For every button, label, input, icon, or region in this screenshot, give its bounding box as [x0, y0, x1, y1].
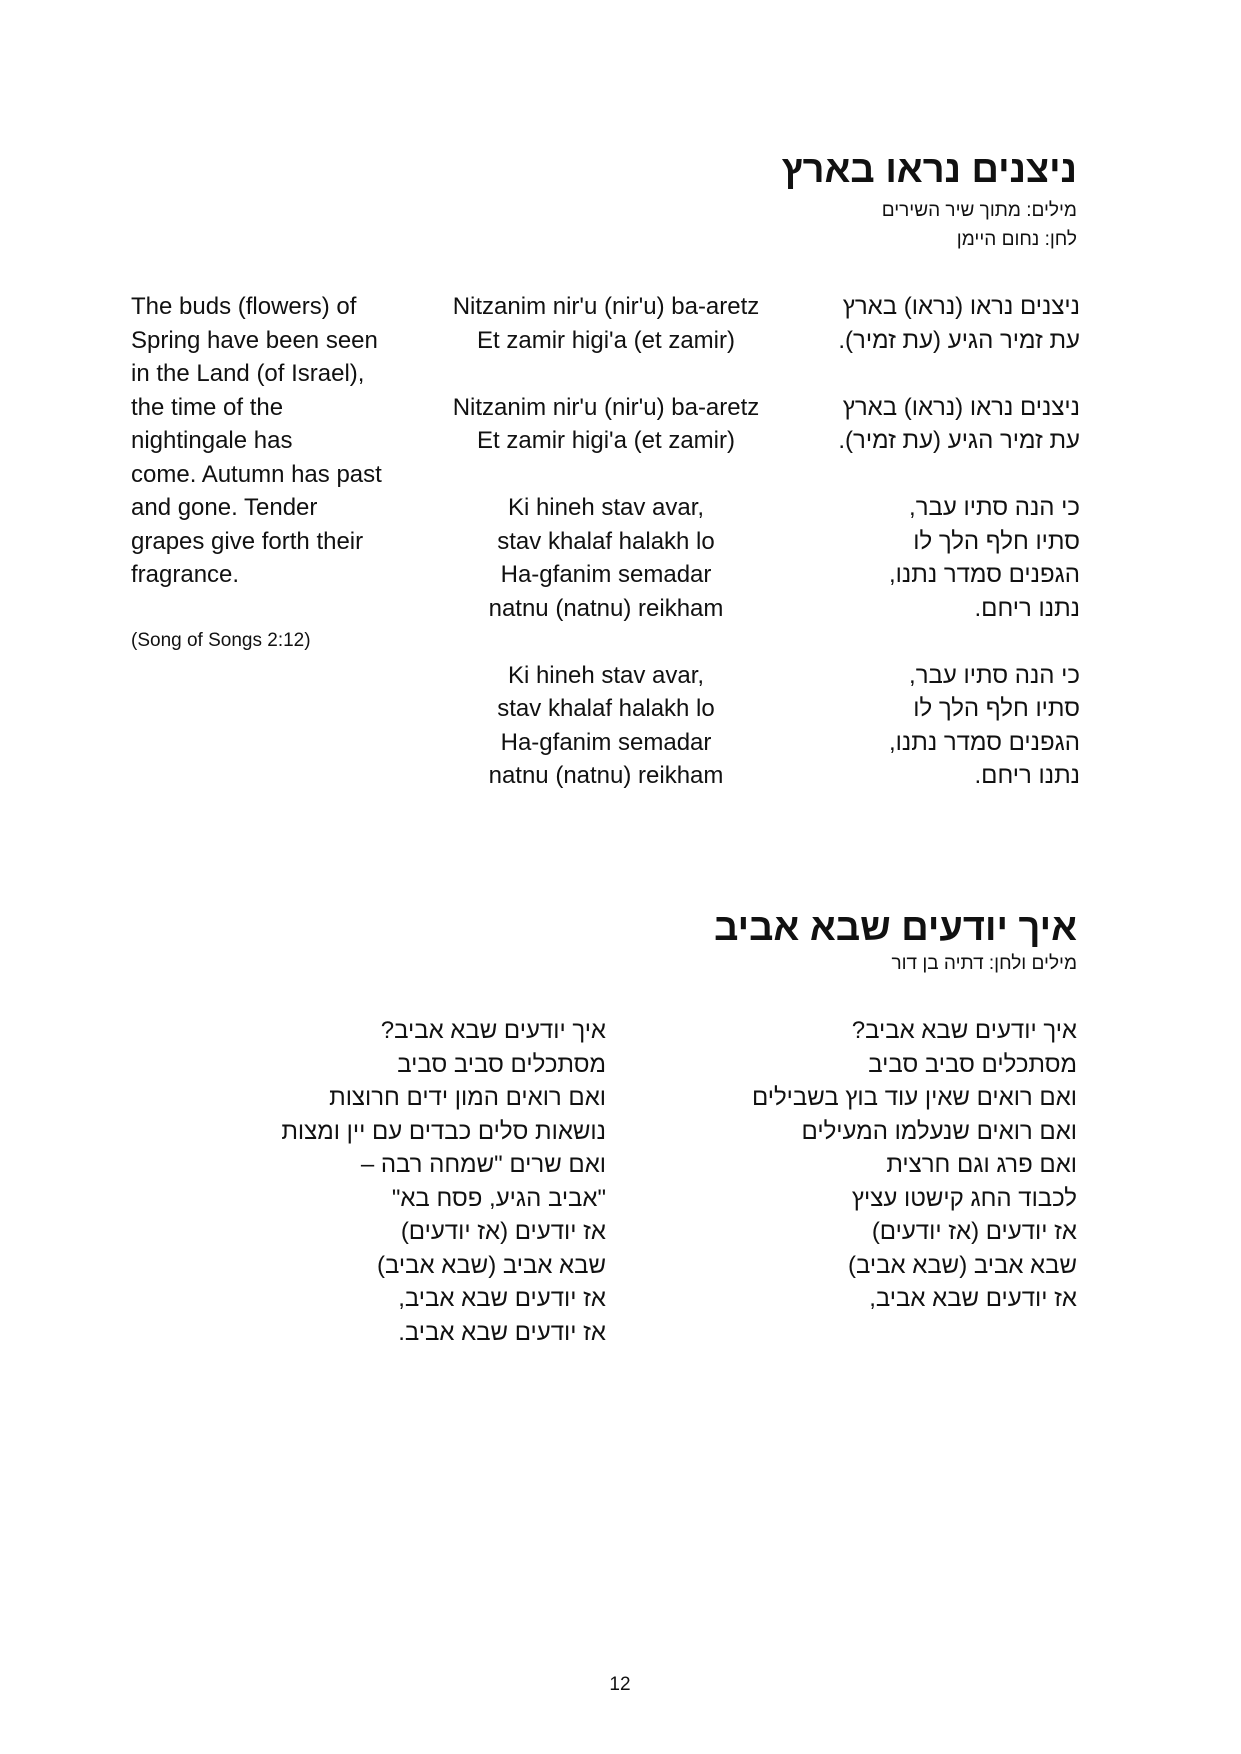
song-title: ניצנים נראו בארץ: [781, 149, 1077, 191]
translation-line: fragrance.: [131, 561, 240, 588]
translation-line: in the Land (of Israel),: [131, 360, 365, 387]
translation-line: the time of the: [131, 393, 284, 421]
lyric-line: הגפנים סמדר נתנו,: [889, 561, 1080, 588]
lyric-line: איך יודעים שבא אביב?: [380, 1017, 606, 1044]
lyric-line: נתנו ריחם.: [974, 762, 1080, 789]
lyric-line: Ki hineh stav avar,: [507, 661, 705, 689]
hebrew-lyrics-column: [780, 290, 1080, 826]
lyric-line: אז יודעים (אז יודעים): [400, 1218, 606, 1245]
stanza: [780, 659, 1080, 793]
lyric-line: עת זמיר הגיע (עת זמיר).: [838, 326, 1080, 354]
stanza: [780, 290, 1080, 357]
page-number: 12: [609, 1674, 631, 1695]
song-credits: [891, 949, 1077, 978]
translation-line: The buds (flowers) of: [131, 293, 357, 320]
lyric-line: ואם רואים שאין עוד בוץ בשבילים: [751, 1084, 1077, 1111]
song-title: איך יודעים שבא אביב: [714, 907, 1077, 949]
lyric-line: אז יודעים (אז יודעים): [871, 1218, 1077, 1245]
lyrics-melody-credit: מילים ולחן: דתיה בן דור: [891, 953, 1077, 974]
translation-line: come. Autumn has past: [131, 460, 382, 488]
lyric-line: ואם שרים "שמחה רבה –: [360, 1151, 606, 1178]
lyric-line: נתנו ריחם.: [974, 594, 1080, 622]
lyric-line: שבא אביב (שבא אביב): [377, 1251, 606, 1279]
lyric-line: מסתכלים סביב סביב: [868, 1050, 1077, 1078]
translation-line: grapes give forth their: [131, 527, 364, 555]
lyric-line: איך יודעים שבא אביב?: [851, 1017, 1077, 1044]
lyric-line: stav khalaf halakh lo: [497, 527, 715, 555]
lyric-line: Nitzanim nir'u (nir'u) ba-aretz: [452, 393, 760, 421]
verse-2-column: [166, 1014, 606, 1349]
lyric-line: natnu (natnu) reikham: [488, 594, 724, 622]
lyric-line: כי הנה סתיו עבר,: [909, 494, 1080, 521]
lyric-line: אז יודעים שבא אביב.: [398, 1318, 606, 1346]
lyric-line: הגפנים סמדר נתנו,: [889, 728, 1080, 756]
lyric-line: ניצנים נראו (נראו) בארץ: [842, 393, 1080, 421]
stanza: [416, 491, 796, 625]
lyric-line: Et zamir higi'a (et zamir): [477, 326, 735, 354]
melody-credit: לחן: נחום היימן: [956, 229, 1077, 250]
translation-column: [131, 290, 411, 592]
translation-line: and gone. Tender: [131, 494, 318, 521]
lyric-line: ניצנים נראו (נראו) בארץ: [842, 293, 1080, 320]
source-citation: (Song of Songs 2:12): [131, 630, 311, 651]
lyric-line: Ha-gfanim semadar: [500, 728, 712, 756]
stanza: [780, 391, 1080, 458]
verse-1-column: [637, 1014, 1077, 1316]
lyric-line: אז יודעים שבא אביב,: [398, 1285, 606, 1312]
lyric-line: Et zamir higi'a (et zamir): [477, 427, 735, 454]
lyric-line: natnu (natnu) reikham: [488, 762, 724, 789]
transliteration-column: [416, 290, 796, 826]
lyric-line: Nitzanim nir'u (nir'u) ba-aretz: [452, 293, 760, 320]
lyric-line: נושאות סלים כבדים עם יין ומצות: [281, 1117, 606, 1145]
lyric-line: עת זמיר הגיע (עת זמיר).: [838, 427, 1080, 454]
stanza: [780, 491, 1080, 625]
translation-line: nightingale has: [131, 427, 293, 454]
lyric-line: ואם רואים שנעלמו המעילים: [801, 1117, 1077, 1145]
lyric-line: אז יודעים שבא אביב,: [869, 1285, 1077, 1312]
stanza: [416, 290, 796, 357]
lyric-line: כי הנה סתיו עבר,: [909, 661, 1080, 689]
lyric-line: מסתכלים סביב סביב: [397, 1050, 606, 1078]
lyric-line: Ha-gfanim semadar: [500, 561, 712, 588]
lyric-line: סתיו חלף הלך לו: [913, 695, 1080, 722]
lyric-line: ואם פרג וגם חרצית: [886, 1151, 1077, 1178]
lyric-line: Ki hineh stav avar,: [507, 494, 705, 521]
translation-line: Spring have been seen: [131, 326, 378, 354]
lyric-line: ואם רואים המון ידים חרוצות: [329, 1084, 606, 1111]
lyrics-credit: מילים: מתוך שיר השירים: [881, 200, 1077, 221]
stanza: [416, 659, 796, 793]
lyric-line: שבא אביב (שבא אביב): [848, 1251, 1077, 1279]
lyric-line: "אביב הגיע, פסח בא": [391, 1184, 606, 1212]
lyric-line: סתיו חלף הלך לו: [913, 527, 1080, 555]
song-credits: [882, 196, 1077, 254]
lyric-line: לכבוד החג קישטו עציץ: [851, 1184, 1077, 1212]
stanza: [416, 391, 796, 458]
lyric-line: stav khalaf halakh lo: [497, 695, 715, 722]
